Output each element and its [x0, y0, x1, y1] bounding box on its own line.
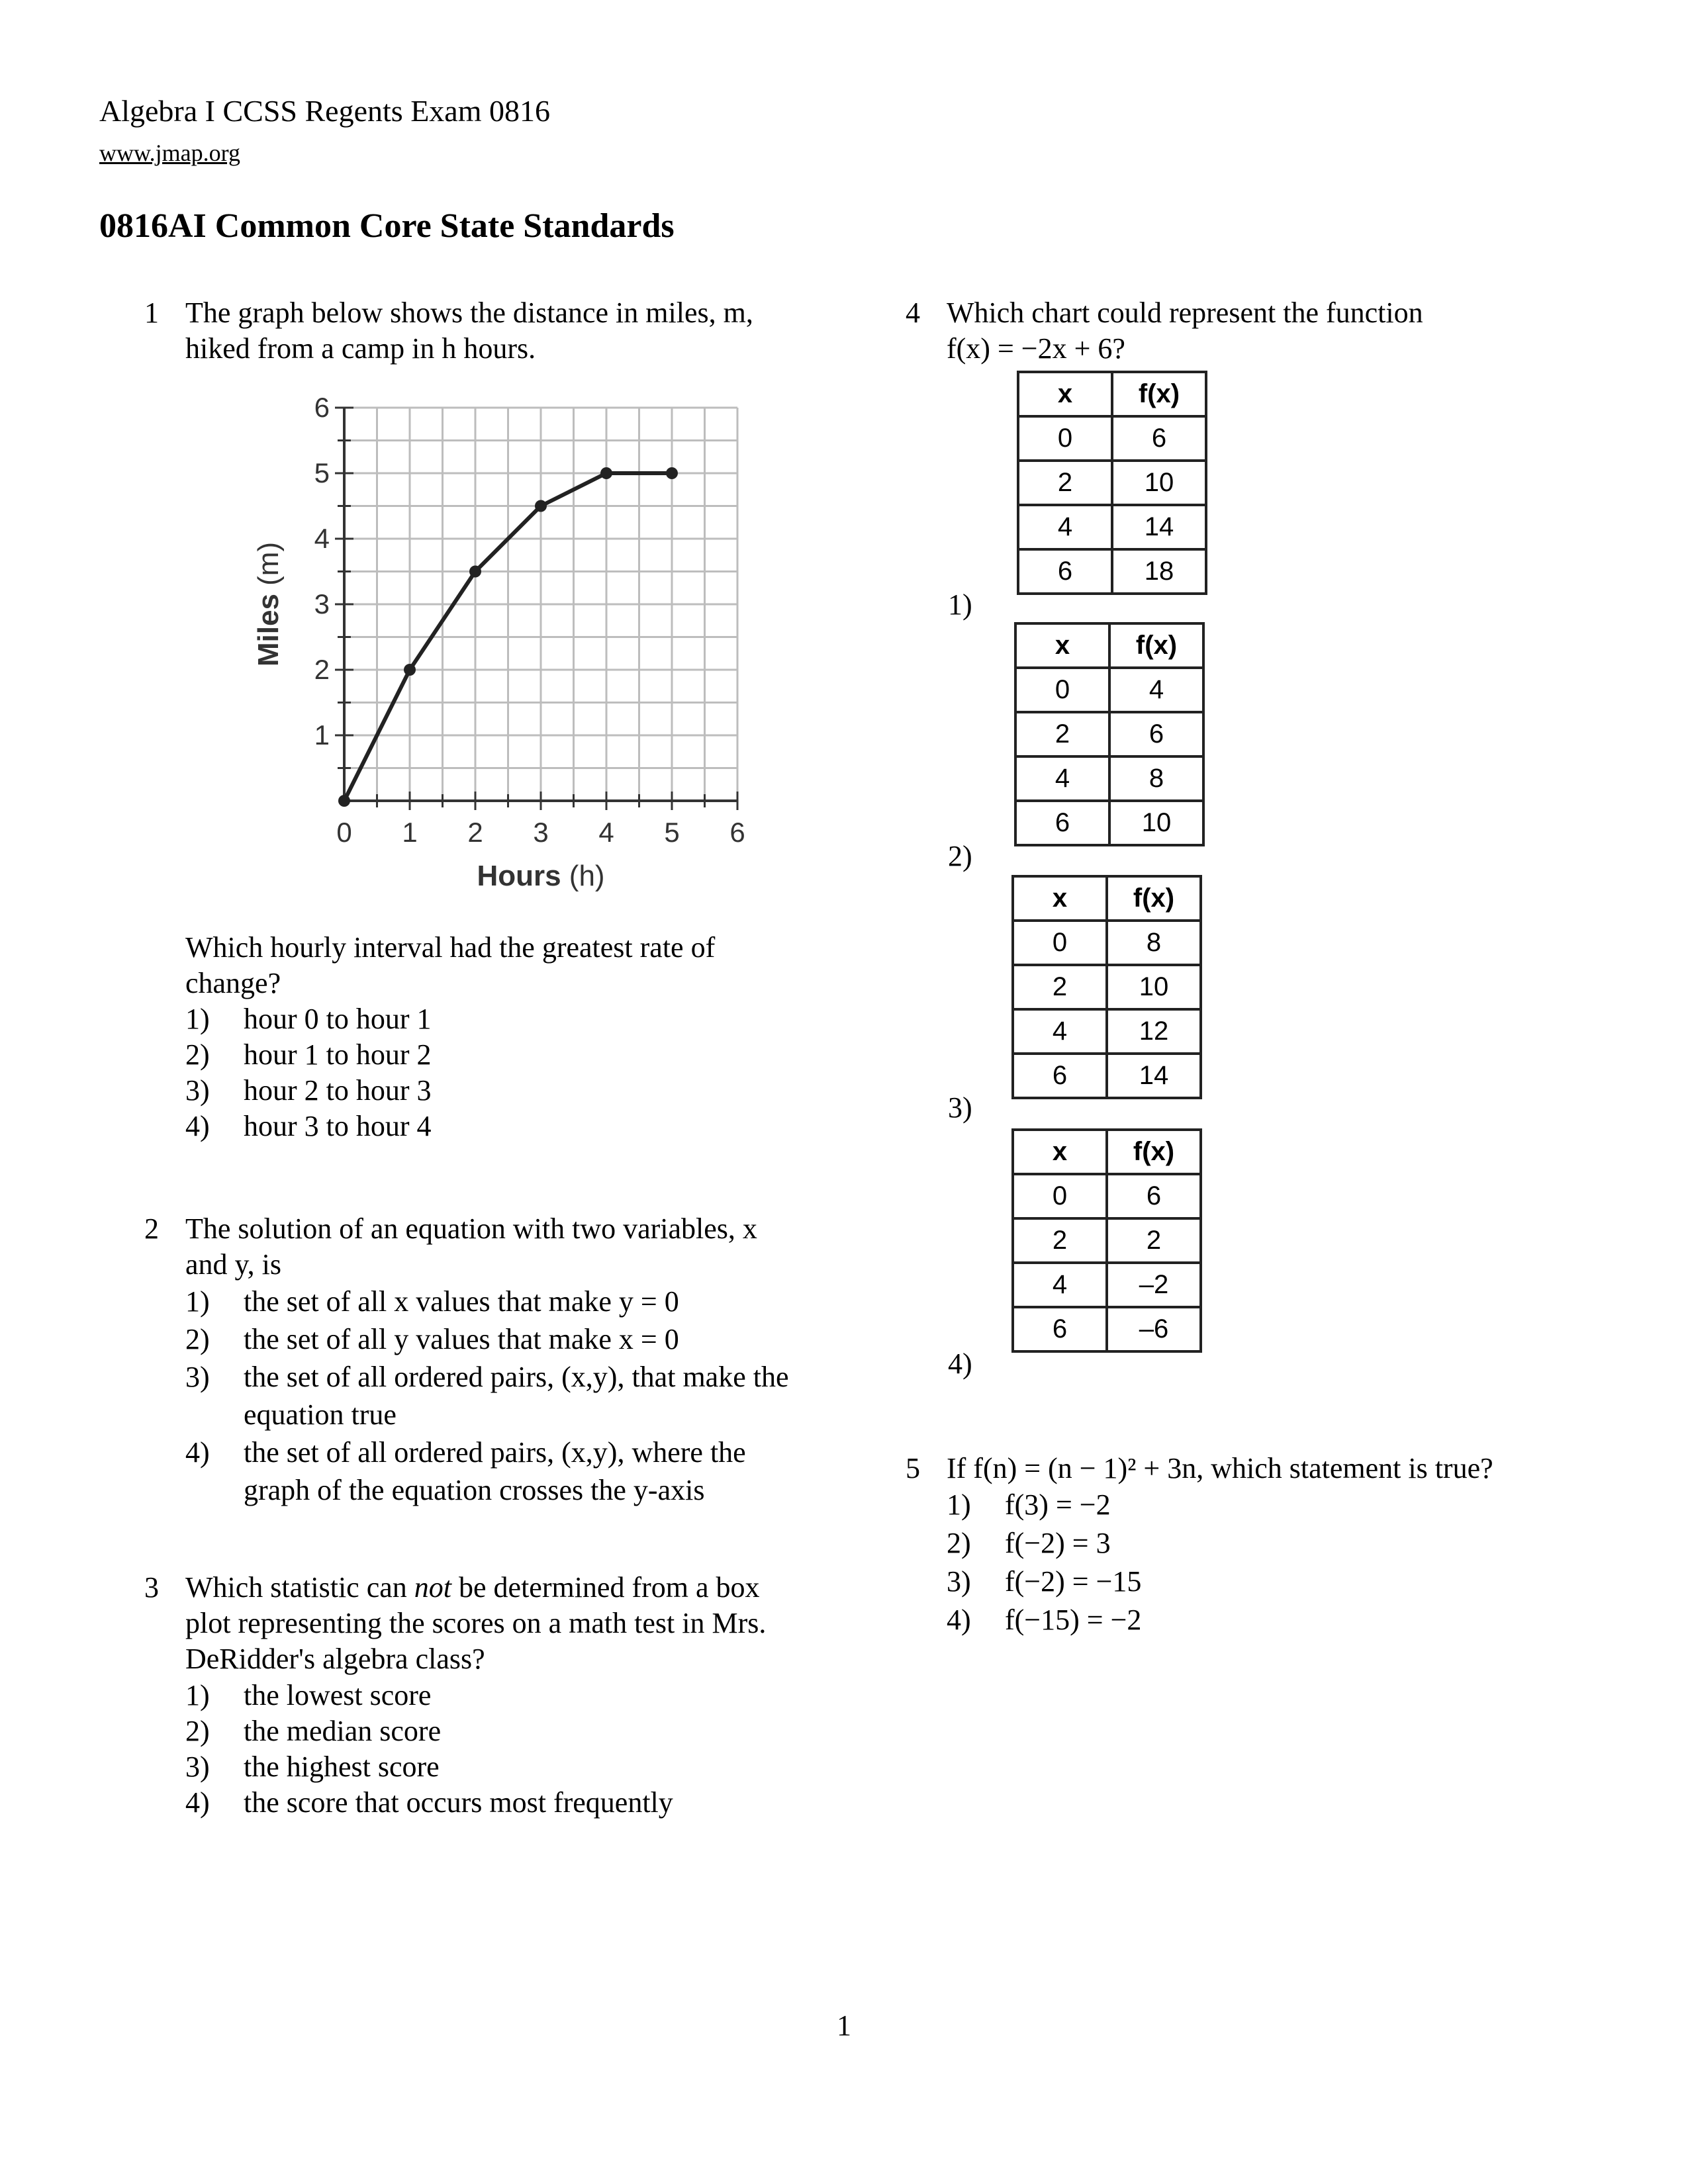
choice-text: f(3) = −2: [1005, 1488, 1111, 1521]
table-header: x: [1013, 1130, 1107, 1174]
choice-text: the score that occurs most frequently: [244, 1786, 673, 1819]
choice-text: hour 2 to hour 3: [244, 1074, 432, 1107]
choice-text: f(−15) = −2: [1005, 1604, 1142, 1636]
y-tick-label: 4: [314, 523, 330, 554]
choice[interactable]: [185, 1678, 431, 1713]
question-number: 2: [144, 1212, 159, 1245]
emphasis: not: [414, 1571, 452, 1604]
choice-continuation: [185, 1473, 704, 1508]
choice-label: 2): [185, 1038, 210, 1071]
table-row: [1013, 1263, 1201, 1307]
table-cell: 6: [1112, 416, 1206, 461]
table-cell: 0: [1018, 416, 1112, 461]
table-cell: 6: [1015, 801, 1109, 845]
choice-text: hour 1 to hour 2: [244, 1038, 432, 1071]
y-tick-label: 3: [314, 588, 330, 619]
choice-label: 4): [185, 1436, 210, 1469]
choice-label: 1): [185, 1679, 210, 1711]
choice[interactable]: [185, 1785, 673, 1821]
question-number: 4: [906, 296, 920, 329]
choice-text: the highest score: [244, 1751, 440, 1783]
y-axis-label: Miles (m): [252, 541, 285, 667]
question-text: Which chart could represent the function: [947, 296, 1423, 329]
choice-text: the lowest score: [244, 1679, 432, 1711]
table-cell: 4: [1015, 756, 1109, 801]
table-header: x: [1013, 876, 1107, 921]
table-cell: 0: [1015, 668, 1109, 712]
choice-text: the set of all ordered pairs, (x,y), where the: [244, 1436, 746, 1469]
table-header: f(x): [1107, 876, 1201, 921]
table-cell: 4: [1018, 505, 1112, 549]
distance-graph: [238, 384, 768, 900]
question-text-part: Which statistic can: [185, 1571, 414, 1604]
table-cell: 4: [1013, 1009, 1107, 1054]
question-text: If f(n) = (n − 1)² + 3n, which statement is true?: [947, 1452, 1493, 1484]
table-header: f(x): [1109, 623, 1203, 668]
table-row: [1018, 549, 1206, 594]
table-cell: 14: [1107, 1054, 1201, 1098]
x-tick-label: 0: [336, 817, 352, 848]
choice-continuation: [185, 1397, 397, 1433]
data-point: [600, 467, 612, 479]
choice-text: equation true: [244, 1398, 397, 1431]
choice-text: the median score: [244, 1715, 442, 1747]
choice-label: 1): [185, 1003, 210, 1035]
function-table-option-2[interactable]: [1014, 622, 1205, 846]
function-table-option-3[interactable]: [1011, 875, 1202, 1099]
choice-label: 1): [185, 1285, 210, 1318]
table-cell: 6: [1107, 1174, 1201, 1218]
choice-label: 2): [185, 1323, 210, 1355]
choice-text: graph of the equation crosses the y-axis: [244, 1474, 705, 1506]
question-text: [185, 1570, 760, 1606]
table-header: x: [1018, 372, 1112, 416]
question-text-part: be determined from a box: [451, 1571, 760, 1604]
table-row: [1013, 1174, 1201, 1218]
table-header: f(x): [1112, 372, 1206, 416]
x-tick-label: 3: [533, 817, 549, 848]
question-text: hiked from a camp in h hours.: [185, 332, 536, 365]
choice[interactable]: [185, 1037, 432, 1073]
question-text: The graph below shows the distance in miles, m,: [185, 296, 753, 329]
table-cell: 18: [1112, 549, 1206, 594]
table-cell: 4: [1013, 1263, 1107, 1307]
table-cell: 0: [1013, 921, 1107, 965]
choice[interactable]: [185, 1322, 679, 1357]
choice-text: f(−2) = 3: [1005, 1527, 1111, 1559]
choice[interactable]: [185, 1359, 788, 1395]
table-row: [1013, 965, 1201, 1009]
question-text: plot representing the scores on a math test in Mrs.: [185, 1607, 767, 1639]
choice[interactable]: [947, 1564, 1141, 1600]
choice-label: 4): [185, 1786, 210, 1819]
table-cell: 2: [1013, 965, 1107, 1009]
question-text: f(x) = −2x + 6?: [947, 332, 1125, 365]
choice-label: 3): [185, 1751, 210, 1783]
choice-label: 4): [947, 1604, 971, 1636]
table-cell: 14: [1112, 505, 1206, 549]
choice[interactable]: [185, 1001, 432, 1037]
question-text: Which hourly interval had the greatest rate of: [185, 931, 716, 964]
y-tick-label: 1: [314, 719, 330, 751]
choice-text: f(−2) = −15: [1005, 1565, 1142, 1598]
table-row: [1015, 756, 1203, 801]
x-tick-label: 1: [402, 817, 418, 848]
site-link[interactable]: www.jmap.org: [99, 140, 240, 166]
table-cell: 10: [1109, 801, 1203, 845]
table-row: [1015, 712, 1203, 756]
y-tick-label: 6: [314, 392, 330, 423]
table-cell: 2: [1018, 461, 1112, 505]
function-table-option-4[interactable]: [1011, 1128, 1202, 1353]
x-tick-label: 4: [598, 817, 614, 848]
table-option-label[interactable]: 3): [948, 1091, 972, 1124]
page-title: 0816AI Common Core State Standards: [99, 207, 675, 245]
x-tick-label: 6: [729, 817, 745, 848]
table-row: [1018, 505, 1206, 549]
data-point: [404, 664, 416, 676]
table-cell: 6: [1013, 1307, 1107, 1351]
table-cell: –6: [1107, 1307, 1201, 1351]
choice-label: 3): [185, 1361, 210, 1393]
choice[interactable]: [185, 1284, 679, 1320]
question-number: 3: [144, 1571, 159, 1604]
table-cell: 2: [1015, 712, 1109, 756]
table-option-label[interactable]: 2): [948, 840, 972, 872]
question-text: DeRidder's algebra class?: [185, 1643, 485, 1675]
question-text: The solution of an equation with two variables, x: [185, 1212, 757, 1245]
exam-title: Algebra I CCSS Regents Exam 0816: [99, 94, 550, 128]
table-cell: 4: [1109, 668, 1203, 712]
table-cell: 6: [1109, 712, 1203, 756]
choice[interactable]: [947, 1487, 1111, 1523]
table-row: [1018, 416, 1206, 461]
choice[interactable]: [185, 1749, 440, 1785]
y-tick-label: 5: [314, 457, 330, 488]
choice-label: 2): [185, 1715, 210, 1747]
data-point: [469, 566, 481, 578]
choice-label: 3): [947, 1565, 971, 1598]
choice-label: 3): [185, 1074, 210, 1107]
question-text: and y, is: [185, 1248, 282, 1281]
table-cell: 2: [1107, 1218, 1201, 1263]
question-text: change?: [185, 967, 281, 999]
choice[interactable]: [185, 1435, 746, 1471]
question-number: 5: [906, 1452, 920, 1484]
table-cell: 12: [1107, 1009, 1201, 1054]
y-tick-label: 2: [314, 654, 330, 685]
table-header: f(x): [1107, 1130, 1201, 1174]
choice-text: the set of all x values that make y = 0: [244, 1285, 679, 1318]
page-number: 1: [837, 2009, 851, 2042]
table-cell: 8: [1107, 921, 1201, 965]
x-axis-label: Hours (h): [477, 860, 605, 892]
table-row: [1015, 801, 1203, 845]
table-row: [1013, 1009, 1201, 1054]
table-cell: 2: [1013, 1218, 1107, 1263]
choice-text: the set of all y values that make x = 0: [244, 1323, 679, 1355]
table-cell: 0: [1013, 1174, 1107, 1218]
table-cell: 10: [1112, 461, 1206, 505]
choice-label: 1): [947, 1488, 971, 1521]
table-row: [1015, 668, 1203, 712]
data-point: [666, 467, 678, 479]
table-option-label[interactable]: 1): [948, 588, 972, 621]
choice-text: the set of all ordered pairs, (x,y), that make the: [244, 1361, 789, 1393]
x-tick-label: 5: [664, 817, 680, 848]
function-table-option-1[interactable]: [1017, 371, 1207, 595]
x-tick-label: 2: [467, 817, 483, 848]
data-point: [338, 795, 350, 807]
choice[interactable]: [947, 1602, 1141, 1638]
table-cell: 6: [1013, 1054, 1107, 1098]
table-cell: 10: [1107, 965, 1201, 1009]
table-row: [1013, 1054, 1201, 1098]
table-cell: 6: [1018, 549, 1112, 594]
choice-label: 4): [185, 1110, 210, 1142]
table-row: [1013, 1307, 1201, 1351]
choice-text: hour 3 to hour 4: [244, 1110, 432, 1142]
table-option-label[interactable]: 4): [948, 1347, 972, 1380]
table-cell: –2: [1107, 1263, 1201, 1307]
question-number: 1: [144, 296, 159, 329]
table-row: [1013, 1218, 1201, 1263]
choice[interactable]: [185, 1713, 441, 1749]
table-row: [1013, 921, 1201, 965]
choice[interactable]: [185, 1109, 432, 1144]
choice[interactable]: [947, 1525, 1111, 1561]
table-cell: 8: [1109, 756, 1203, 801]
table-header: x: [1015, 623, 1109, 668]
table-row: [1018, 461, 1206, 505]
data-point: [535, 500, 547, 512]
choice[interactable]: [185, 1073, 432, 1109]
choice-text: hour 0 to hour 1: [244, 1003, 432, 1035]
choice-label: 2): [947, 1527, 971, 1559]
